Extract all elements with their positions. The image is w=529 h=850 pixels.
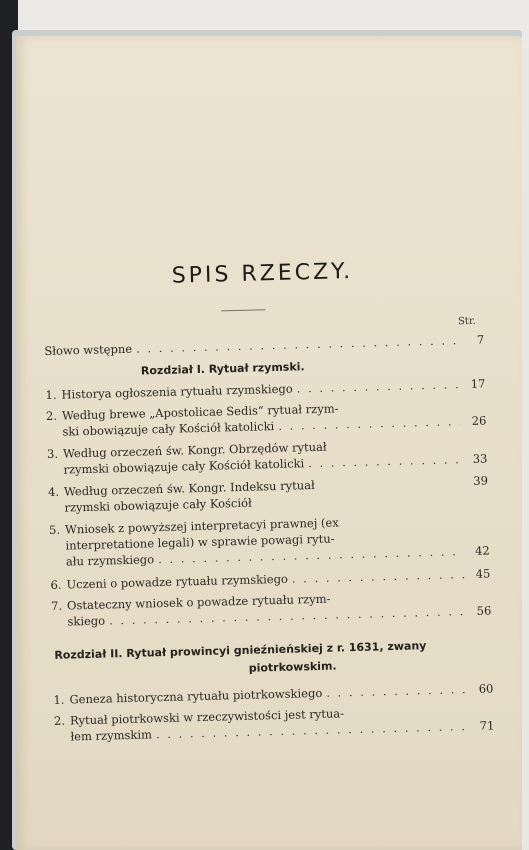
toc-entry-label: Wniosek z powyższej interpretacyi prawnej (ex <box>64 515 339 537</box>
toc-entry-label: Geneza historyczna rytuału piotrkowskiego <box>69 685 323 707</box>
toc-entry-label: Rytuał piotrkowski w rzeczywistości jest rytua- <box>69 706 345 728</box>
page-title: SPIS RZECZY. <box>171 258 354 289</box>
toc-entry-label: ski obowiązuje cały Kościół katolicki <box>62 419 275 439</box>
toc-page-number: 39 <box>473 473 489 488</box>
toc-entry-number: 6. <box>50 577 62 592</box>
toc-entry <box>49 510 490 570</box>
table-of-contents <box>36 36 497 837</box>
toc-entry-label: ału rzymskiego <box>65 552 155 569</box>
leader-dots <box>326 681 468 701</box>
leader-dots <box>278 413 461 434</box>
toc-entry <box>46 397 487 441</box>
toc-page-number: 56 <box>476 603 492 618</box>
toc-entry-number: 3. <box>46 446 59 462</box>
toc-entry-label: rzymski obowiązuje cały Kościół <box>64 495 252 515</box>
toc-entry-intro <box>44 332 484 360</box>
title-divider <box>221 309 265 311</box>
toc-entry-label: Słowo wstępne <box>44 341 133 359</box>
toc-entry-number: 7. <box>50 598 63 613</box>
toc-page-number: 33 <box>472 451 488 466</box>
toc-entry-label: Historya ogłoszenia rytuału rzymskiego <box>61 381 293 402</box>
toc-entry <box>47 434 488 478</box>
toc-page-number: 17 <box>470 376 486 391</box>
toc-entry-number: 5. <box>48 522 61 537</box>
toc-entry-label: rzymski obowiązuje cały Kościół katolicki <box>63 456 305 477</box>
toc-entry <box>51 586 492 630</box>
toc-entry <box>48 472 489 516</box>
toc-entry-label: łem rzymskim <box>70 727 153 744</box>
leader-dots <box>292 566 465 587</box>
chapter-1-heading: Rozdział I. Rytuał rzymski. <box>140 360 305 378</box>
toc-entry-number: 1. <box>45 387 57 403</box>
book-page <box>16 36 522 850</box>
toc-entry-label: Według orzeczeń św. Kongr. Obrzędów rytuał <box>62 439 327 461</box>
toc-entry-number: 1. <box>53 692 65 707</box>
page-column-label: Str. <box>457 315 476 328</box>
toc-entry-label: Uczeni o powadze rytuału rzymskiego <box>66 571 289 592</box>
toc-page-number: 26 <box>471 413 487 428</box>
toc-page-number: 7 <box>476 332 485 347</box>
toc-page-number: 71 <box>479 718 495 733</box>
toc-entry-label: skiego <box>67 613 106 629</box>
toc-entry-number: 2. <box>45 408 58 424</box>
leader-dots <box>136 332 459 356</box>
toc-entry-label: Ostateczny wniosek o powadze rytuału rzym- <box>66 591 331 613</box>
chapter-2-heading-continued: piotrkowskim. <box>248 659 337 675</box>
chapter-2-heading: Rozdział II. Rytuał prowincyi gnieźnieńskiej z r. 1631, zwany <box>54 639 427 662</box>
leader-dots <box>296 376 459 396</box>
toc-page-number: 42 <box>474 543 490 558</box>
toc-entry-label: Według brewe „Apostolicae Sedis“ rytuał rzym- <box>61 401 339 423</box>
toc-entry-number: 4. <box>47 484 60 499</box>
toc-entry <box>54 701 495 745</box>
toc-page-number: 45 <box>475 566 491 581</box>
toc-entry-label: interpretatione legali) w sprawie powagi rytu- <box>65 531 335 553</box>
leader-dots <box>308 451 462 471</box>
toc-page-number: 60 <box>478 681 494 696</box>
toc-entry-label: Według orzeczeń św. Kongr. Indeksu rytuał <box>63 478 315 499</box>
toc-entry-number: 2. <box>53 713 66 728</box>
